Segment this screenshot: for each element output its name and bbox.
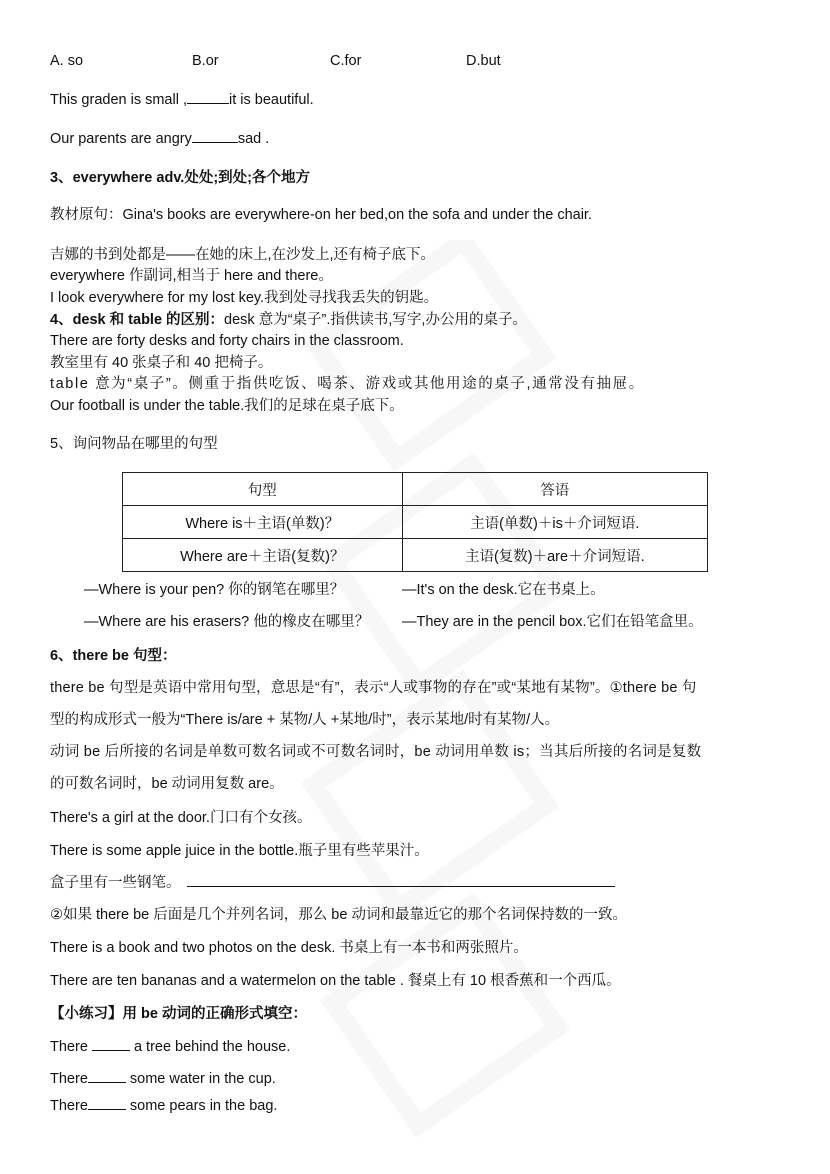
practice-title: 【小练习】用 be 动词的正确形式填空： [50, 1006, 307, 1022]
section-3-translation: 吉娜的书到处都是——在她的床上,在沙发上,还有椅子底下。 [50, 247, 436, 263]
practice-item-1 [50, 1038, 290, 1056]
section-4-title [50, 311, 527, 329]
section-4-example-1-cn: 教室里有 40 张桌子和 40 把椅子。 [50, 355, 273, 371]
section-6-para-1a: there be 句型是英语中常用句型，意思是“有”，表示“人或事物的存在”或“某地有某物”。①there be 句 [50, 680, 697, 696]
section-6-example-5: There are ten bananas and a watermelon on the table . 餐桌上有 10 根香蕉和一个西瓜。 [50, 973, 621, 989]
answer-line[interactable] [187, 874, 615, 887]
question-2 [50, 130, 269, 148]
table-cell: 主语(复数)＋are＋介词短语. [402, 539, 707, 572]
section-6-example-3 [50, 874, 615, 892]
section-4-desc: desk 意为“桌子”.指供读书,写字,办公用的桌子。 [224, 312, 527, 328]
section-3-title: 3、everywhere adv.处处;到处;各个地方 [50, 170, 310, 186]
option-d: D.but [466, 53, 501, 69]
section-6-para-1b: 型的构成形式一般为“There is/are + 某物/人 +某地/时”，表示某地/时有某物/人。 [50, 712, 560, 728]
section-4-example-2: Our football is under the table.我们的足球在桌子底下。 [50, 398, 404, 414]
dialog-2-question: —Where are his erasers? 他的橡皮在哪里？ [84, 614, 370, 630]
section-6-example-2: There is some apple juice in the bottle.瓶子里有些苹果汁。 [50, 843, 429, 859]
practice-item-3-post: some pears in the bag. [125, 1098, 278, 1114]
option-b: B.or [192, 53, 219, 69]
practice-item-2-pre: There [50, 1071, 88, 1087]
section-4-example-1: There are forty desks and forty chairs in the classroom. [50, 333, 404, 349]
option-c: C.for [330, 53, 362, 69]
question-1-pre: This graden is small , [50, 92, 187, 108]
practice-item-2 [50, 1070, 276, 1088]
blank[interactable] [187, 91, 229, 104]
question-1-post: it is beautiful. [229, 92, 314, 108]
section-6-example-3-text: 盒子里有一些钢笔。 [50, 875, 181, 891]
blank[interactable] [88, 1070, 126, 1083]
section-6-example-4: There is a book and two photos on the desk. 书桌上有一本书和两张照片。 [50, 940, 528, 956]
section-6-para-2b: 的可数名词时，be 动词用复数 are。 [50, 776, 284, 792]
table-header: 答语 [402, 473, 707, 506]
section-5-title: 5、询问物品在哪里的句型 [50, 436, 218, 452]
section-3-source: 教材原句：Gina's books are everywhere-on her bed,on the sofa and under the chair. [50, 207, 592, 223]
question-2-pre: Our parents are angry [50, 131, 192, 147]
section-6-para-3: ②如果 there be 后面是几个并列名词，那么 be 动词和最靠近它的那个名词保持数的一致。 [50, 907, 627, 923]
section-6-para-2a: 动词 be 后所接的名词是单数可数名词或不可数名词时，be 动词用单数 is；当其后所接的名词是复数 [50, 744, 702, 760]
section-6-title: 6、there be 句型： [50, 648, 177, 664]
table-header-row [123, 473, 708, 506]
blank[interactable] [92, 1038, 130, 1051]
blank[interactable] [88, 1097, 126, 1110]
section-6-example-1: There's a girl at the door.门口有个女孩。 [50, 810, 312, 826]
question-2-post: sad . [237, 131, 270, 147]
section-3-example: I look everywhere for my lost key.我到处寻找我丢失的钥匙。 [50, 290, 439, 306]
table-row [123, 539, 708, 572]
practice-item-2-post: some water in the cup. [125, 1071, 276, 1087]
practice-item-3 [50, 1097, 277, 1115]
practice-item-3-pre: There [50, 1098, 88, 1114]
table-header: 句型 [123, 473, 403, 506]
blank[interactable] [192, 130, 238, 143]
table-cell: 主语(单数)＋is＋介词短语. [402, 506, 707, 539]
table-cell: Where is＋主语(单数)？ [123, 506, 403, 539]
option-a: A. so [50, 53, 84, 69]
practice-item-1-post: a tree behind the house. [129, 1039, 291, 1055]
table-cell: Where are＋主语(复数)？ [123, 539, 403, 572]
section-4-table-desc: table 意为“桌子”。侧重于指供吃饭、喝茶、游戏或其他用途的桌子,通常没有抽屉。 [50, 376, 645, 392]
dialog-1-question: —Where is your pen? 你的钢笔在哪里？ [84, 582, 345, 598]
section-4-heading: 4、desk 和 table 的区别： [50, 312, 225, 328]
practice-item-1-pre: There [50, 1039, 92, 1055]
table-row [123, 506, 708, 539]
question-1 [50, 91, 314, 109]
dialog-1-answer: —It's on the desk.它在书桌上。 [402, 582, 605, 598]
dialog-2-answer: —They are in the pencil box.它们在铅笔盒里。 [402, 614, 703, 630]
section-3-note: everywhere 作副词,相当于 here and there。 [50, 268, 333, 284]
sentence-pattern-table [122, 472, 708, 572]
